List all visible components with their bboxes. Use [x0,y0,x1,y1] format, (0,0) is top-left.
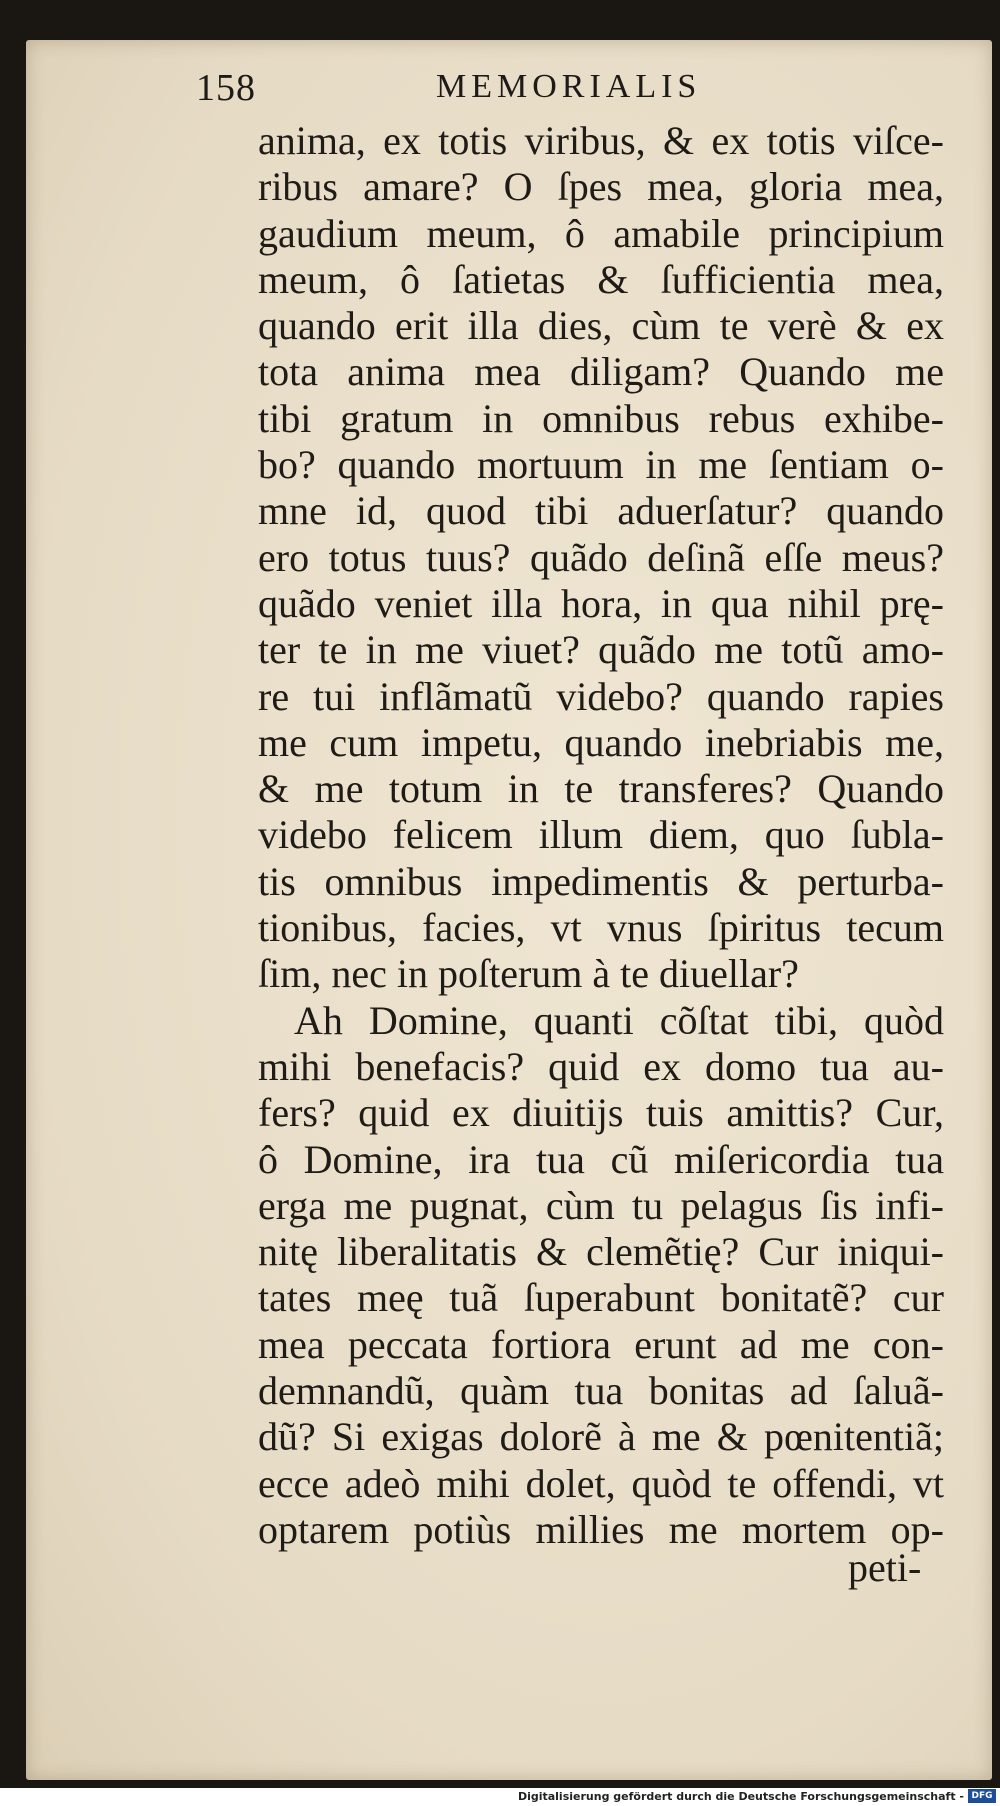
text-line: optarem potiùs millies me mortem op- [258,1506,944,1552]
text-line: tates meę tuã ſuperabunt bonitatẽ? cur [258,1275,944,1321]
text-line: mea peccata fortiora erunt ad me con- [258,1321,944,1367]
text-line: re tui inflãmatũ videbo? quando rapies [258,673,944,719]
text-line: ero totus tuus? quãdo deſinã eſſe meus? [258,534,944,580]
text-line: quãdo veniet illa hora, in qua nihil prę- [258,580,944,626]
running-head: MEMORIALIS [436,68,702,105]
body-text [258,118,944,1553]
text-line: demnandũ, quàm tua bonitas ad ſaluã- [258,1368,944,1414]
text-line: meum, ô ſatietas & ſufficientia mea, [258,256,944,302]
dfg-logo: DFG [968,1789,996,1803]
text-line: tota anima mea diligam? Quando me [258,349,944,395]
text-line: me cum impetu, quando inebriabis me, [258,719,944,765]
text-line: ô Domine, ira tua cũ miſericordia tua [258,1136,944,1182]
text-line: ter te in me viuet? quãdo me totũ amo- [258,627,944,673]
paragraph-start-line: Ah Domine, quanti cõſtat tibi, quòd [294,997,944,1043]
text-line: mihi benefacis? quid ex domo tua au- [258,1043,944,1089]
text-line: ſim, nec in poſterum à te diuellar? [258,951,799,997]
text-line: videbo felicem illum diem, quo ſubla- [258,812,944,858]
text-line: erga me pugnat, cùm tu pelagus ſis infi- [258,1182,944,1228]
text-line: nitę liberalitatis & clemẽtię? Cur iniqui- [258,1229,944,1275]
text-line: tis omnibus impedimentis & perturba- [258,858,944,904]
catchword: peti- [848,1545,922,1590]
text-line: tionibus, facies, vt vnus ſpiritus tecum [258,905,944,951]
page-number: 158 [196,67,256,109]
text-line: fers? quid ex diuitijs tuis amittis? Cur, [258,1090,944,1136]
text-line: bo? quando mortuum in me ſentiam o- [258,442,944,488]
text-line: ecce adeò mihi dolet, quòd te offendi, vt [258,1460,944,1506]
text-line: tibi gratum in omnibus rebus exhibe- [258,395,944,441]
funding-credit: Digitalisierung gefördert durch die Deutsche Forschungsgemeinschaft - [517,1790,964,1803]
text-line: gaudium meum, ô amabile principium [258,210,944,256]
text-line: mne id, quod tibi aduerſatur? quando [258,488,944,534]
text-line: anima, ex totis viribus, & ex totis viſce- [258,118,944,163]
text-line: ribus amare? O ſpes mea, gloria mea, [258,164,944,210]
text-line: quando erit illa dies, cùm te verè & ex [258,303,944,349]
text-line: dũ? Si exigas dolorẽ à me & pœnitentiã; [258,1414,944,1460]
text-line: & me totum in te transferes? Quando [258,766,944,812]
